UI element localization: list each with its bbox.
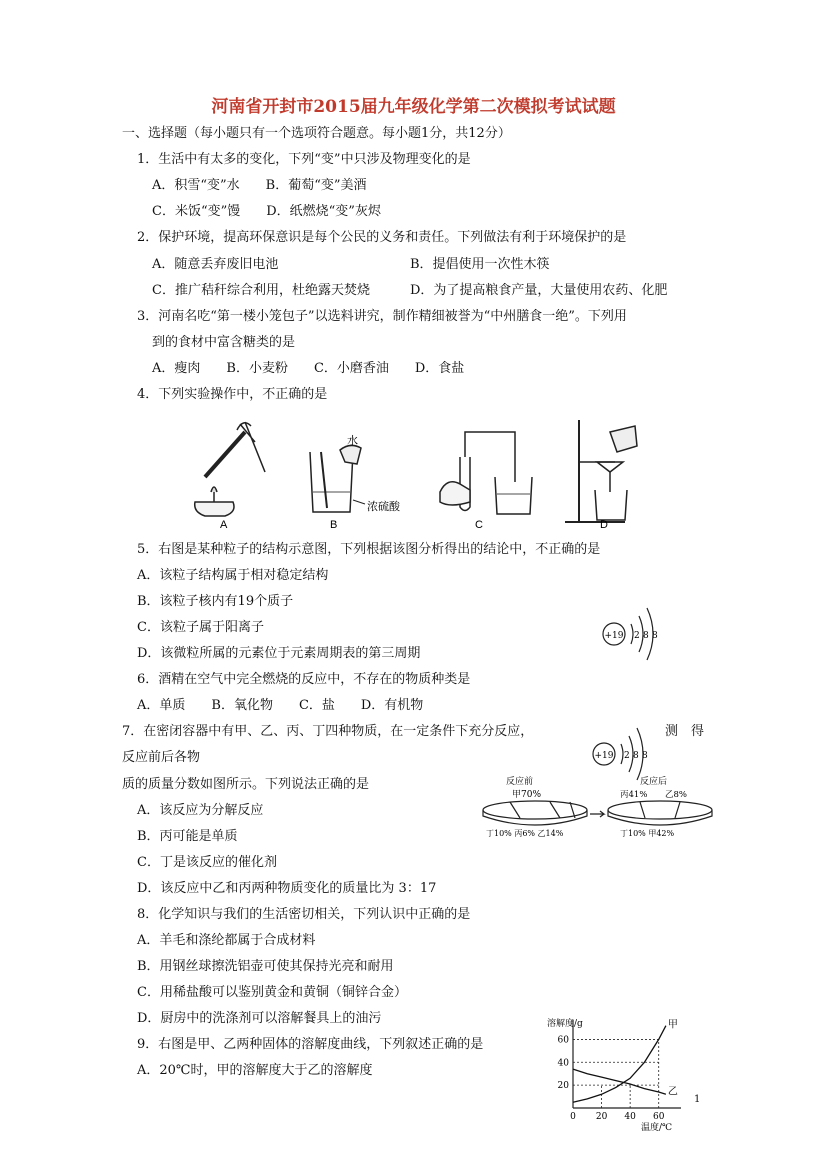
series-label-2: 乙 <box>667 1086 678 1098</box>
ion-structure-diagram <box>595 595 675 673</box>
q3-stem: 3．河南名吃“第一楼小笼包子”以选料讲究，制作精细被誉为“中州膳食一绝”。下列用 <box>137 309 627 324</box>
q2-option-b: B．提倡使用一次性木筷 <box>410 257 550 272</box>
q6-options: A．单质 B．氧化物 C．盐 D．有机物 <box>137 698 424 713</box>
figure-label-c: C <box>475 519 483 531</box>
q7-stem-cont2: 质的质量分数如图所示。下列说法正确的是 <box>122 777 370 792</box>
q5-option-c: C．该粒子属于阳离子 <box>137 620 264 635</box>
q1-options-cd: C．米饭“变”馒 D．纸燃烧“变”灰烬 <box>152 204 381 219</box>
q3-stem-cont: 到的食材中富含糖类的是 <box>152 335 296 350</box>
shell-3-dup: 8 <box>642 751 648 761</box>
after-top-label-1: 丙41% <box>620 790 648 800</box>
q8-option-a: A．羊毛和涤纶都属于合成材料 <box>137 933 316 948</box>
q9-option-a: A．20℃时，甲的溶解度大于乙的溶解度 <box>137 1063 373 1078</box>
before-bottom-label: 丁10% 丙6% 乙14% <box>486 829 564 838</box>
page-number: 1 <box>694 1094 701 1105</box>
after-top-label-2: 乙8% <box>665 790 687 800</box>
q4-stem: 4．下列实验操作中，不正确的是 <box>137 387 328 402</box>
y-tick-label: 40 <box>557 1058 569 1069</box>
acid-label: 浓硫酸 <box>367 500 400 513</box>
q5-stem: 5．右图是某种粒子的结构示意图，下列根据该图分析得出的结论中，不正确的是 <box>137 542 601 557</box>
before-top-label: 甲70% <box>512 790 542 800</box>
shell-2-dup: 8 <box>633 751 639 761</box>
q8-option-c: C．用稀盐酸可以鉴别黄金和黄铜（铜锌合金） <box>137 985 407 1000</box>
q7-option-b: B．丙可能是单质 <box>137 829 238 844</box>
q7-option-d: D．该反应中乙和丙两种物质变化的质量比为 3：17 <box>137 881 437 896</box>
x-tick-label: 60 <box>652 1112 665 1122</box>
q2-stem: 2．保护环境，提高环保意识是每个公民的义务和责任。下列做法有利于环境保护的是 <box>137 230 627 245</box>
q3-options: A．瘦肉 B．小麦粉 C．小磨香油 D．食盐 <box>152 361 465 376</box>
q9-stem: 9．右图是甲、乙两种固体的溶解度曲线，下列叙述正确的是 <box>137 1037 484 1052</box>
x-tick-label: 20 <box>595 1112 608 1122</box>
x-axis-label: 温度/℃ <box>641 1123 673 1132</box>
shell-1-dup: 2 <box>624 751 630 761</box>
q2-option-c: C．推广秸秆综合利用，杜绝露天焚烧 <box>152 283 370 298</box>
figure-label-a: A <box>220 519 228 531</box>
q7-stem: 7．在密闭容器中有甲、乙、丙、丁四种物质，在一定条件下充分反应， <box>122 724 534 739</box>
water-label: 水 <box>347 434 358 447</box>
figure-label-b: B <box>330 519 338 531</box>
q8-option-d: D．厨房中的洗涤剂可以溶解餐具上的油污 <box>137 1011 382 1026</box>
q7-stem-right: 测 得 <box>665 724 705 739</box>
before-title: 反应前 <box>506 777 534 787</box>
shell-3-electrons: 8 <box>652 631 658 641</box>
shell-2-electrons: 8 <box>643 631 649 641</box>
y-axis-label: 溶解度/g <box>547 1019 583 1029</box>
series-label-1: 甲 <box>667 1019 678 1031</box>
q5-option-d: D．该微粒所属的元素位于元素周期表的第三周期 <box>137 646 421 661</box>
page-title: 河南省开封市2015届九年级化学第二次模拟考试试题 <box>211 97 616 117</box>
lab-apparatus-figure <box>185 412 645 534</box>
after-bottom-label: 丁10% 甲42% <box>620 829 675 838</box>
q8-stem: 8．化学知识与我们的生活密切相关，下列认识中正确的是 <box>137 907 471 922</box>
series-line-2 <box>573 1069 666 1094</box>
q1-options-ab: A．积雪“变”水 B．葡萄“变”美酒 <box>152 178 367 193</box>
x-tick-label: 0 <box>570 1112 576 1122</box>
q8-option-b: B．用钢丝球擦洗铝壶可使其保持光亮和耐用 <box>137 959 394 974</box>
y-tick-label: 60 <box>557 1035 569 1046</box>
q7-option-c: C．丁是该反应的催化剂 <box>137 855 277 870</box>
nucleus-charge-dup: +19 <box>594 751 614 761</box>
y-tick-label: 20 <box>557 1081 569 1092</box>
q5-option-a: A．该粒子结构属于相对稳定结构 <box>137 568 329 583</box>
q7-stem-cont: 反应前后各物 <box>122 750 201 765</box>
q7-option-a: A．该反应为分解反应 <box>137 803 264 818</box>
section-heading: 一、选择题（每小题只有一个选项符合题意。每小题1分，共12分） <box>122 126 511 141</box>
after-title: 反应后 <box>640 777 668 787</box>
q6-stem: 6．酒精在空气中完全燃烧的反应中，不存在的物质种类是 <box>137 672 471 687</box>
figure-label-d: D <box>600 519 608 531</box>
q2-option-d: D．为了提高粮食产量，大量使用农药、化肥 <box>410 283 668 298</box>
mass-fraction-figure <box>480 772 720 840</box>
shell-1-electrons: 2 <box>634 631 640 641</box>
q5-option-b: B．该粒子核内有19个质子 <box>137 594 294 609</box>
nucleus-charge: +19 <box>604 631 624 641</box>
q1-stem: 1．生活中有太多的变化，下列“变”中只涉及物理变化的是 <box>137 152 471 167</box>
q2-option-a: A．随意丢弃废旧电池 <box>152 257 279 272</box>
x-tick-label: 40 <box>624 1112 636 1122</box>
solubility-chart <box>545 1012 695 1132</box>
